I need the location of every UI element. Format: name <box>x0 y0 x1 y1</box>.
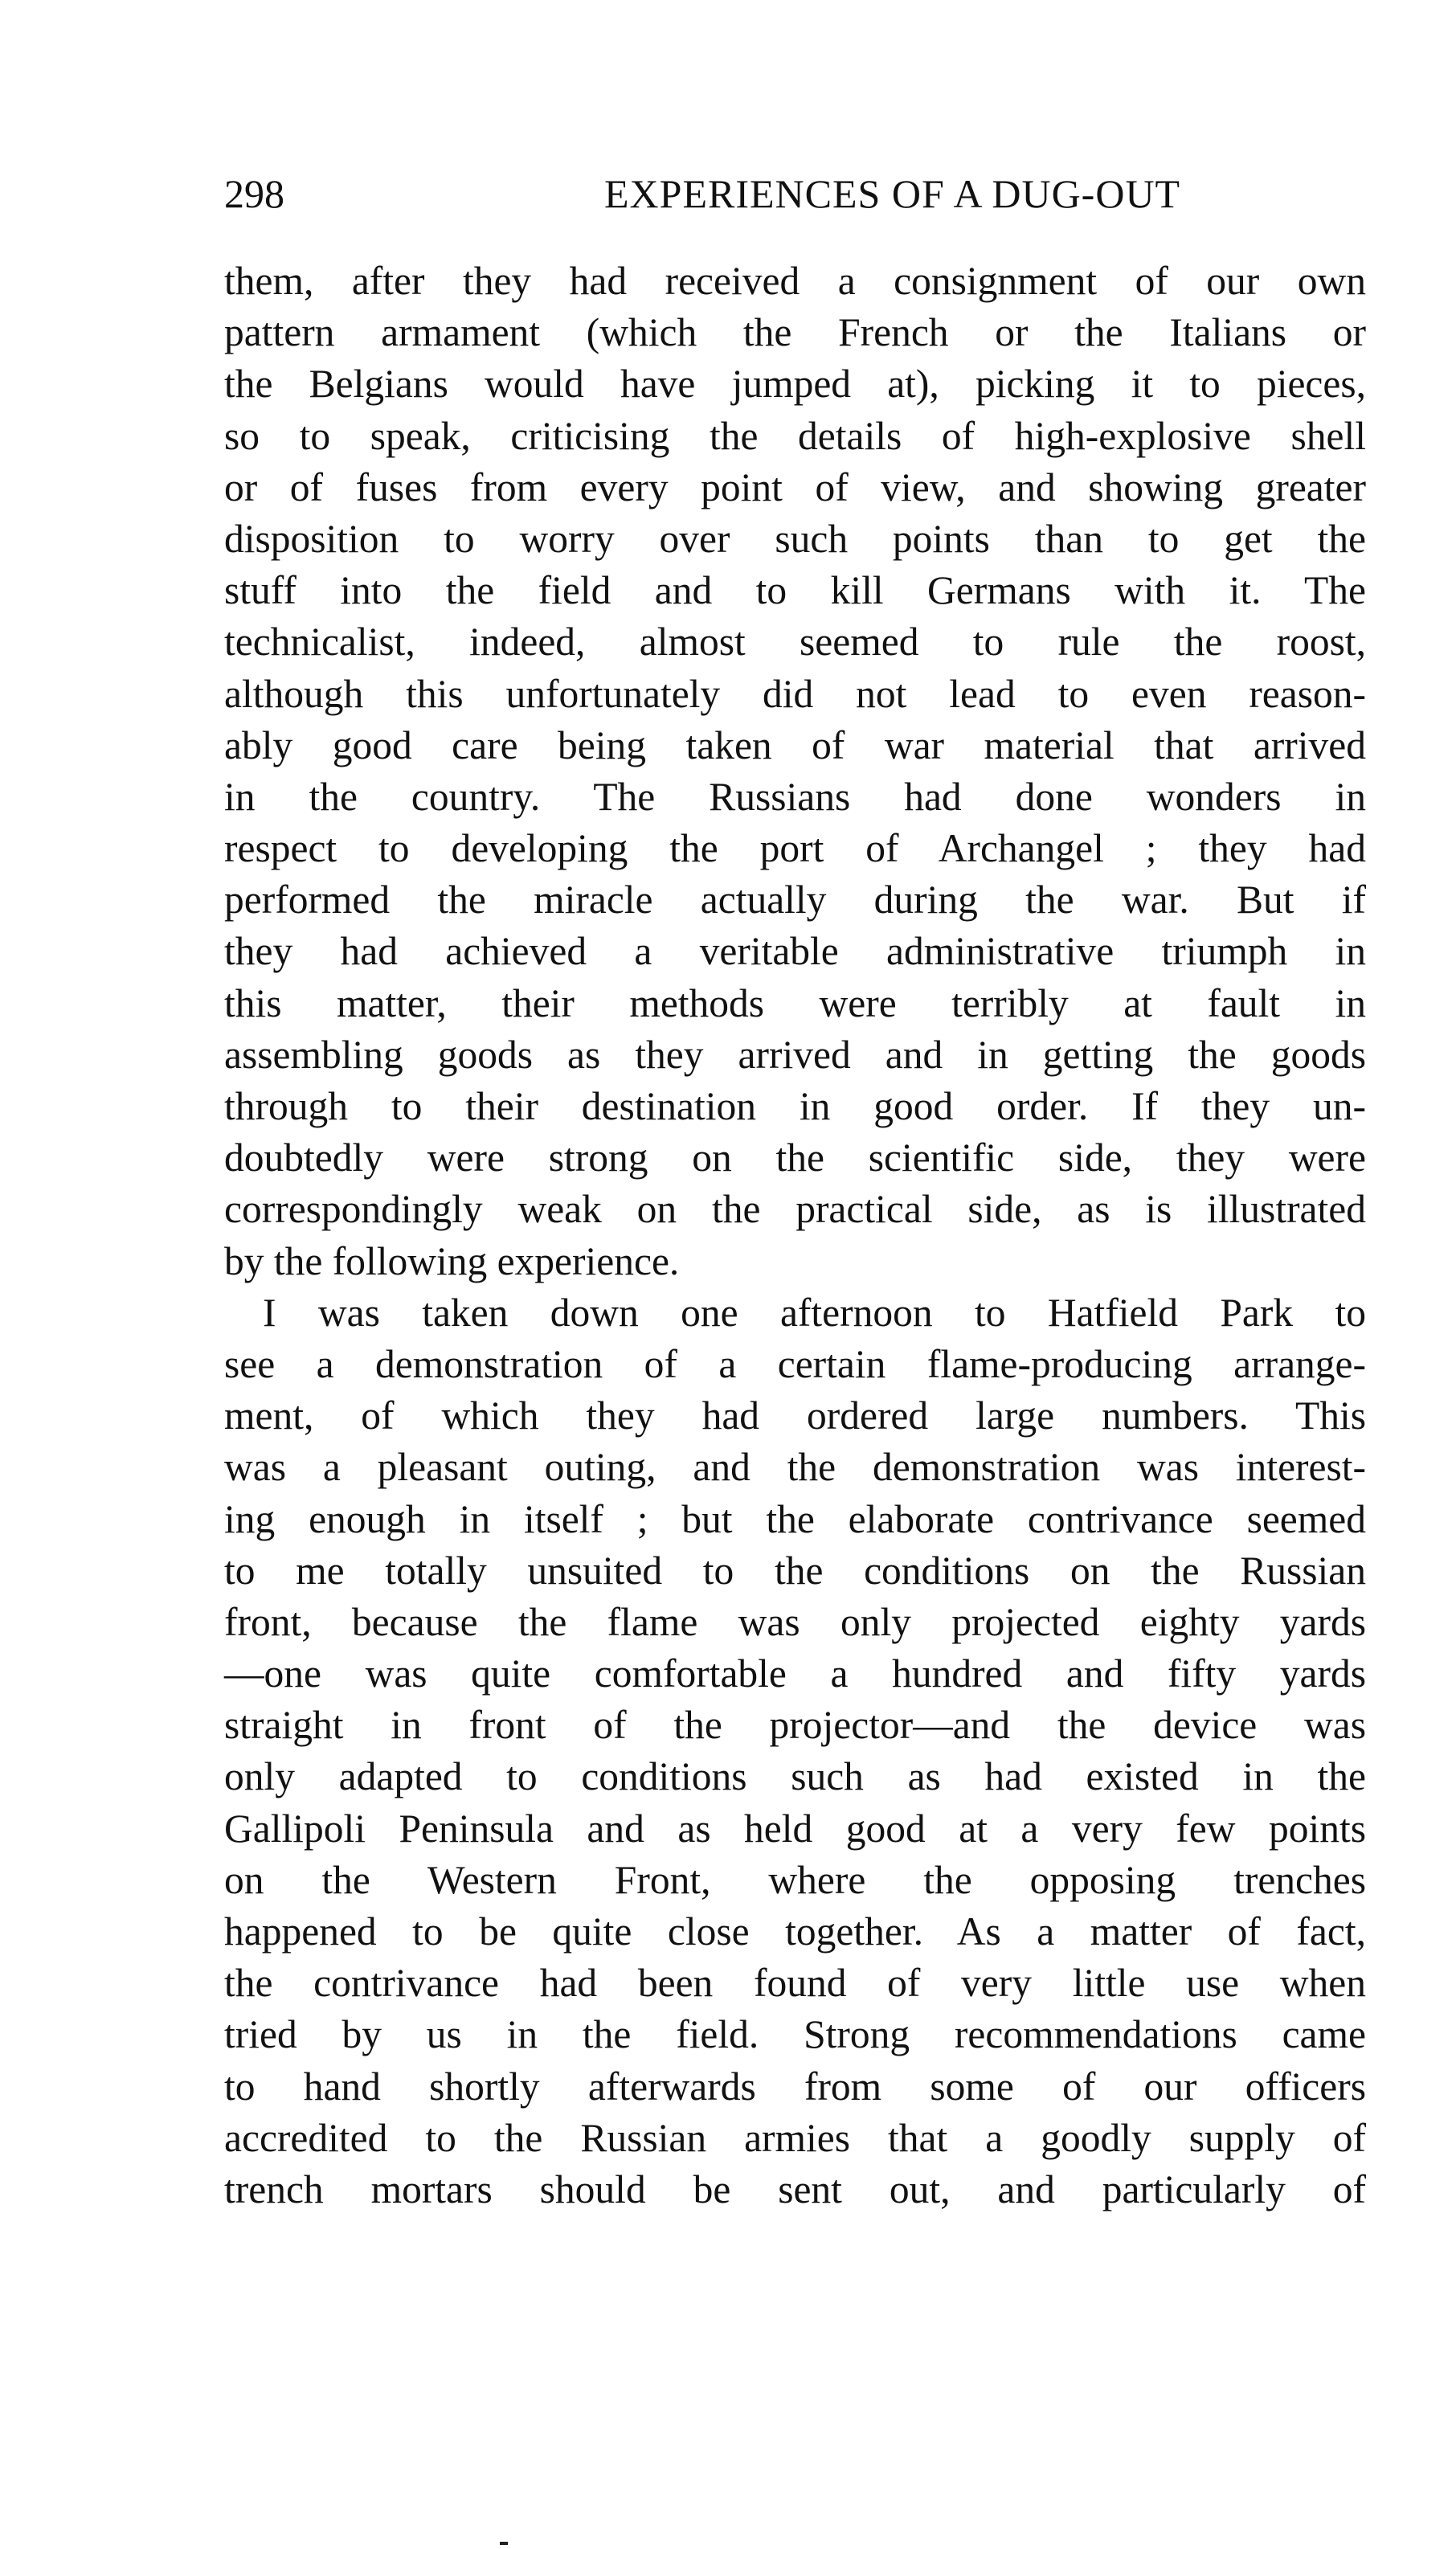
text-line: stuff into the field and to kill Germans with it. The <box>224 568 1366 613</box>
text-line: front, because the flame was only projected eighty yards <box>224 1599 1366 1644</box>
text-line: the contrivance had been found of very little use when <box>224 1961 1366 2006</box>
running-title: EXPERIENCES OF A DUG-OUT <box>604 171 1181 216</box>
text-line: doubtedly were strong on the scientific side, they were <box>224 1135 1366 1180</box>
text-line: performed the miracle actually during the war. But if <box>224 878 1366 923</box>
text-line: I was taken down one afternoon to Hatfield Park to <box>263 1290 1366 1335</box>
text-line: technicalist, indeed, almost seemed to rule the roost, <box>224 620 1366 665</box>
text-line: pattern armament (which the French or the Italians or <box>224 310 1366 355</box>
text-line: they had achieved a veritable administrative triumph in <box>224 929 1366 974</box>
text-line: in the country. The Russians had done wonders in <box>224 774 1366 819</box>
page-header <box>224 170 1366 227</box>
text-line: them, after they had received a consignment of our own <box>224 259 1366 303</box>
paragraph <box>224 256 1366 1287</box>
text-line: to me totally unsuited to the conditions on the Russian <box>224 1548 1366 1593</box>
text-line: —one was quite comfortable a hundred and fifty yards <box>224 1651 1366 1696</box>
text-line: ing enough in itself ; but the elaborate contrivance seemed <box>224 1496 1366 1541</box>
text-line: assembling goods as they arrived and in getting the goods <box>224 1032 1366 1077</box>
print-mark <box>500 2542 508 2545</box>
text-line: on the Western Front, where the opposing trenches <box>224 1857 1366 1902</box>
text-line: see a demonstration of a certain flame-producing arrange- <box>224 1341 1366 1386</box>
text-line: or of fuses from every point of view, and showing greater <box>224 464 1366 509</box>
text-line: although this unfortunately did not lead to even reason- <box>224 671 1366 716</box>
page-number: 298 <box>224 171 284 216</box>
text-line: Gallipoli Peninsula and as held good at a very few points <box>224 1806 1366 1851</box>
text-line: happened to be quite close together. As a matter of fact, <box>224 1909 1366 1954</box>
text-line: correspondingly weak on the practical side, as is illustrated <box>224 1187 1366 1232</box>
text-line: by the following experience. <box>224 1238 680 1283</box>
text-line: trench mortars should be sent out, and particularly of <box>224 2166 1366 2211</box>
text-line: only adapted to conditions such as had existed in the <box>224 1754 1366 1799</box>
paragraph <box>224 1287 1366 2216</box>
text-line: respect to developing the port of Archangel ; they had <box>224 826 1366 871</box>
text-line: this matter, their methods were terribly at fault in <box>224 980 1366 1025</box>
body-text <box>224 256 1366 2216</box>
text-line: straight in front of the projector—and the device was <box>224 1703 1366 1748</box>
text-line: tried by us in the field. Strong recommendations came <box>224 2012 1366 2057</box>
text-line: accredited to the Russian armies that a goodly supply of <box>224 2115 1366 2160</box>
text-line: to hand shortly afterwards from some of our officers <box>224 2064 1366 2109</box>
text-line: the Belgians would have jumped at), picking it to pieces, <box>224 362 1366 407</box>
text-line: was a pleasant outing, and the demonstration was interest- <box>224 1445 1366 1490</box>
text-line: through to their destination in good order. If they un- <box>224 1084 1366 1128</box>
text-line: disposition to worry over such points than to get the <box>224 516 1366 561</box>
text-line: so to speak, criticising the details of high-explosive shell <box>224 413 1366 458</box>
text-line: ment, of which they had ordered large numbers. This <box>224 1393 1366 1438</box>
text-line: ably good care being taken of war material that arrived <box>224 722 1366 767</box>
